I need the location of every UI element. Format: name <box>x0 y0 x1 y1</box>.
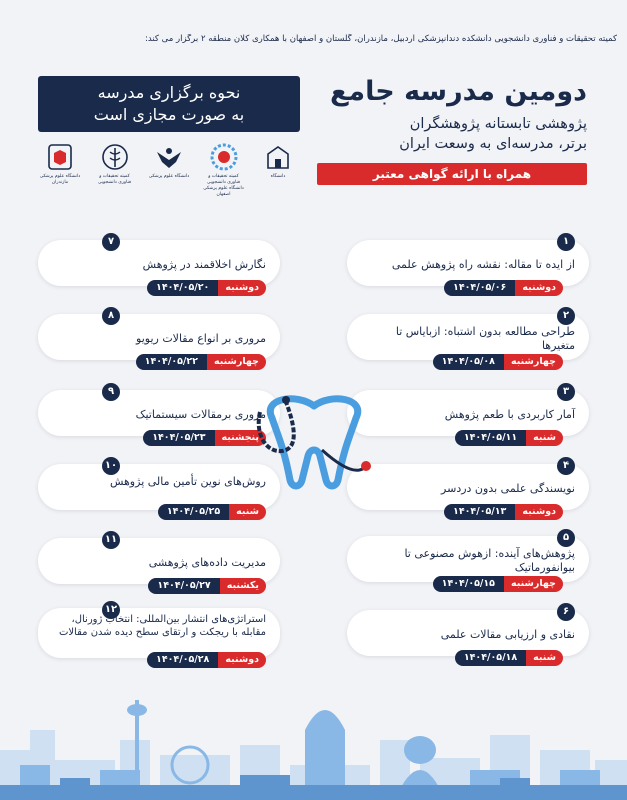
session-date: ۱۴۰۴/۰۵/۲۵ <box>158 504 229 520</box>
organizer-note: کمیته تحقیقات و فناوری دانشجویی دانشکده دندانپزشکی اردبیل، مازندران، گلستان و اصفهان با همکاری کلان منطقه ۲ برگزار می کند: <box>145 34 617 44</box>
session-schedule <box>455 650 563 666</box>
gear-people-icon <box>209 142 239 172</box>
session-card-5 <box>347 532 589 589</box>
session-number: ۵ <box>557 529 575 547</box>
virtual-format-line-1: نحوه برگزاری مدرسه <box>97 83 241 102</box>
session-topic: روش‌های نوین تأمین مالی پژوهش <box>109 475 266 488</box>
session-number: ۲ <box>557 307 575 325</box>
session-day: چهارشنبه <box>207 354 266 370</box>
session-date: ۱۴۰۴/۰۵/۲۸ <box>147 652 218 668</box>
session-topic: نویسندگی علمی بدون دردسر <box>441 482 575 495</box>
tooth-stethoscope-icon <box>252 388 376 498</box>
session-card-7 <box>38 236 280 293</box>
session-card-12 <box>38 604 280 665</box>
logo-1 <box>93 142 137 186</box>
session-date: ۱۴۰۴/۰۵/۲۷ <box>148 578 219 594</box>
session-card-8 <box>38 310 280 367</box>
session-topic: استراتژی‌های انتشار بین‌المللی: انتخاب ژورنال، مقابله با ریجکت و ارتقای سطح دیده شدن مقالات <box>58 614 266 638</box>
session-schedule <box>444 504 563 520</box>
session-card-4 <box>347 460 589 517</box>
session-date: ۱۴۰۴/۰۵/۱۱ <box>455 430 526 446</box>
caduceus-icon <box>100 142 130 172</box>
session-topic: آمار کاربردی با طعم پژوهش <box>444 408 575 421</box>
logo-4 <box>256 142 300 180</box>
session-number: ۱ <box>557 233 575 251</box>
session-schedule <box>143 430 266 446</box>
session-number: ۶ <box>557 603 575 621</box>
session-schedule <box>433 576 563 592</box>
session-number: ۴ <box>557 457 575 475</box>
logo-0-caption: دانشگاه علوم پزشکی مازندران <box>39 174 81 185</box>
logo-0 <box>38 142 82 186</box>
session-day: شنبه <box>526 430 563 446</box>
page-title: دومین مدرسه جامع <box>329 76 587 107</box>
logo-3-caption: کمیته تحقیقات و فناوری دانشجویی دانشگاه علوم پزشکی اصفهان <box>203 174 244 197</box>
building-icon <box>263 142 293 172</box>
session-number: ۸ <box>102 307 120 325</box>
page-subtitle-line-1: پژوهشی تابستانه پژوهشگران <box>409 116 587 132</box>
logo-2 <box>147 142 191 180</box>
session-day: دوشنبه <box>218 652 266 668</box>
session-number: ۱۰ <box>102 457 120 475</box>
certificate-banner: همراه با ارائه گواهی معتبر <box>317 163 587 185</box>
session-schedule <box>455 430 563 446</box>
session-schedule <box>147 280 266 296</box>
session-number: ۱۱ <box>102 531 120 549</box>
session-topic: از ایده تا مقاله: نقشه راه پژوهش علمی <box>391 258 575 271</box>
session-day: چهارشنبه <box>504 354 563 370</box>
book-shield-icon <box>45 142 75 172</box>
session-topic: نقادی و ارزیابی مقالات علمی <box>440 628 575 641</box>
session-card-6 <box>347 606 589 663</box>
session-schedule <box>433 354 563 370</box>
session-date: ۱۴۰۴/۰۵/۰۶ <box>444 280 515 296</box>
session-day: شنبه <box>526 650 563 666</box>
session-topic: مدیریت داده‌های پژوهشی <box>148 556 266 569</box>
session-card-2 <box>347 310 589 367</box>
session-schedule <box>147 652 266 668</box>
session-date: ۱۴۰۴/۰۵/۰۸ <box>433 354 504 370</box>
session-topic: نگارش اخلاقمند در پژوهش <box>142 258 266 271</box>
session-day: یکشنبه <box>220 578 266 594</box>
session-day: پنجشنبه <box>215 430 266 446</box>
session-schedule <box>158 504 266 520</box>
virtual-format-line-2: به صورت مجازی است <box>93 105 245 124</box>
session-day: شنبه <box>229 504 266 520</box>
eagle-icon <box>154 142 184 172</box>
session-schedule <box>148 578 266 594</box>
session-day: دوشنبه <box>218 280 266 296</box>
session-topic: مروری برمقالات سیستماتیک <box>135 408 266 421</box>
session-schedule <box>136 354 266 370</box>
session-topic: پژوهش‌های آینده: ازهوش مصنوعی تا بیوانفورماتیک <box>404 547 575 574</box>
logo-4-caption: دانشگاه <box>270 174 286 179</box>
session-day: چهارشنبه <box>504 576 563 592</box>
session-number: ۳ <box>557 383 575 401</box>
session-card-10 <box>38 460 280 517</box>
session-topic: مروری بر انواع مقالات ریویو <box>136 332 266 345</box>
session-number: ۹ <box>102 383 120 401</box>
session-card-11 <box>38 534 280 591</box>
session-date: ۱۴۰۴/۰۵/۱۵ <box>433 576 504 592</box>
logo-1-caption: کمیته تحقیقات و فناوری دانشجویی <box>98 174 131 185</box>
session-date: ۱۴۰۴/۰۵/۲۲ <box>136 354 207 370</box>
session-date: ۱۴۰۴/۰۵/۱۸ <box>455 650 526 666</box>
virtual-format-banner <box>38 76 300 132</box>
sponsor-logos <box>38 142 300 197</box>
session-card-9 <box>38 386 280 443</box>
session-card-1 <box>347 236 589 293</box>
session-day: دوشنبه <box>515 280 563 296</box>
city-skyline-illustration <box>0 670 627 800</box>
session-day: دوشنبه <box>515 504 563 520</box>
session-number: ۷ <box>102 233 120 251</box>
session-date: ۱۴۰۴/۰۵/۲۳ <box>143 430 214 446</box>
logo-2-caption: دانشگاه علوم پزشکی <box>148 174 190 179</box>
session-topic: طراحی مطالعه بدون اشتباه: ازبایاس تا متغیرها <box>395 325 575 352</box>
session-card-3 <box>347 386 589 443</box>
page-subtitle-line-2: برتر، مدرسه‌ای به وسعت ایران <box>399 136 587 152</box>
logo-3 <box>202 142 246 198</box>
session-schedule <box>444 280 563 296</box>
session-date: ۱۴۰۴/۰۵/۱۳ <box>444 504 515 520</box>
session-date: ۱۴۰۴/۰۵/۲۰ <box>147 280 218 296</box>
session-number: ۱۲ <box>102 601 120 619</box>
